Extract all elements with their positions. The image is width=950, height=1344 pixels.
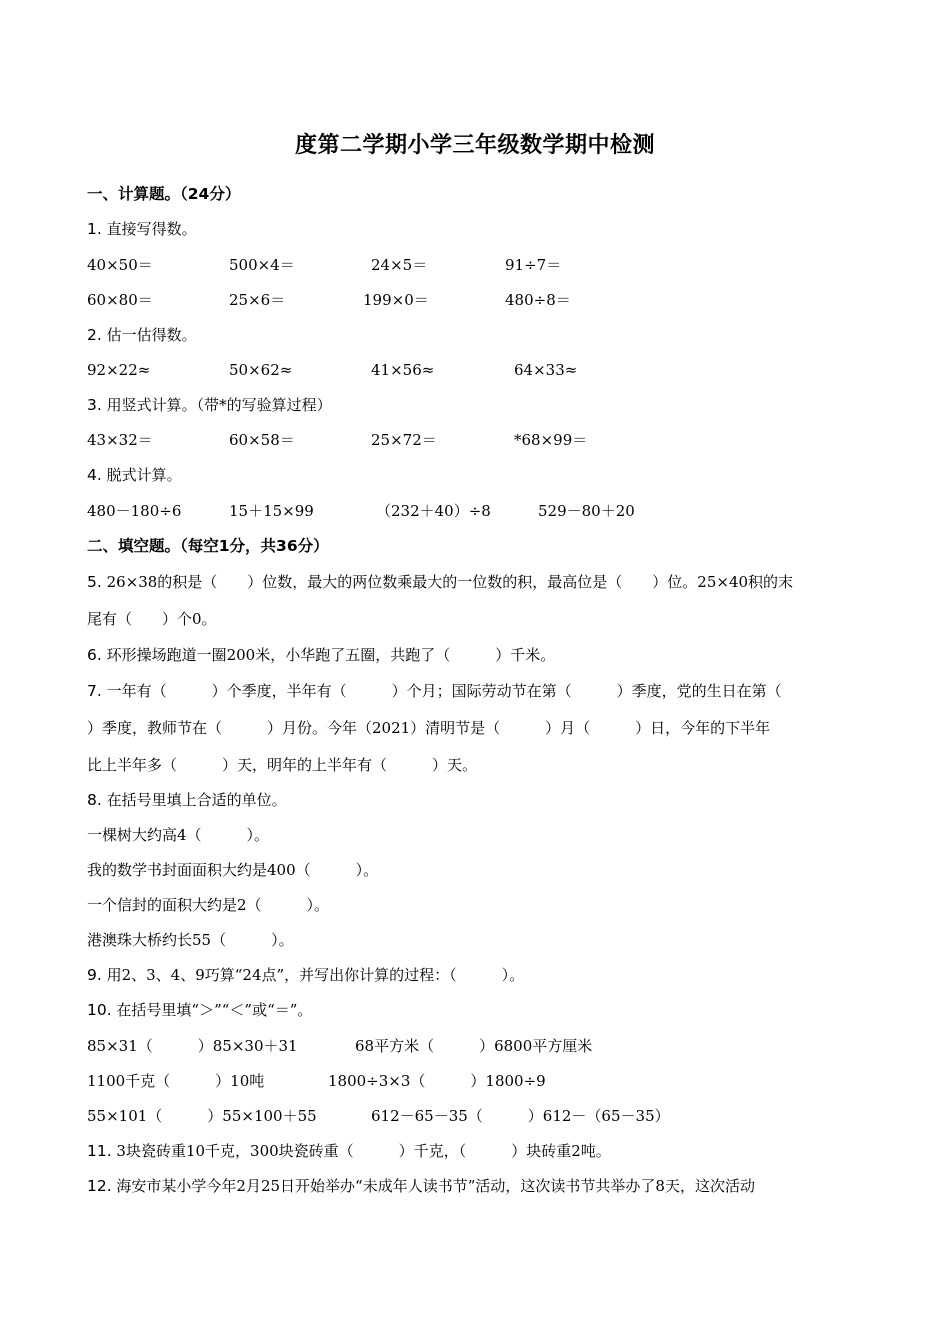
compare-item: 1800÷3×3（ ）1800÷9 (328, 1072, 546, 1090)
question-text: 脱式计算。 (101, 466, 182, 484)
problem: 480÷8＝ (505, 291, 571, 309)
problem: 64×33≈ (514, 361, 578, 379)
problem: 60×80＝ (87, 291, 153, 309)
question-7 (87, 681, 782, 701)
problem: *68×99＝ (514, 431, 588, 449)
compare-item: 55×101（ ）55×100＋55 (87, 1107, 317, 1125)
question-number: 6. (87, 646, 102, 664)
question-3 (87, 395, 332, 415)
question-text: 海安市某小学今年2月25日开始举办“未成年人读书节”活动，这次读书节共举办了8天，这次活动 (111, 1177, 755, 1195)
question-number: 10. (87, 1001, 112, 1019)
question-7-cont: 比上半年多（ ）天，明年的上半年有（ ）天。 (87, 756, 478, 774)
problem: （232＋40）÷8 (376, 502, 491, 520)
question-number: 8. (87, 791, 102, 809)
question-12 (87, 1176, 755, 1196)
question-number: 7. (87, 682, 102, 700)
question-5-cont: 尾有（ ）个0。 (87, 610, 217, 628)
problem: 529－80＋20 (538, 502, 635, 520)
question-text: 3块瓷砖重10千克，300块瓷砖重（ ）千克，（ ）块砖重2吨。 (111, 1142, 611, 1160)
problem: 92×22≈ (87, 361, 151, 379)
problem: 199×0＝ (363, 291, 429, 309)
unit-item: 港澳珠大桥约长55（ ）。 (87, 931, 294, 949)
compare-item: 1100千克（ ）10吨 (87, 1072, 265, 1090)
question-text: 估一估得数。 (101, 326, 197, 344)
page-title: 度第二学期小学三年级数学期中检测 (294, 133, 655, 158)
problem: 500×4＝ (229, 256, 295, 274)
problem: 24×5＝ (371, 256, 428, 274)
problem: 43×32＝ (87, 431, 153, 449)
question-number: 12. (87, 1177, 112, 1195)
problem: 25×6＝ (229, 291, 286, 309)
compare-item: 85×31（ ）85×30＋31 (87, 1037, 298, 1055)
question-text: 用2、3、4、9巧算“24点”，并写出你计算的过程：（ ）。 (101, 966, 525, 984)
question-number: 3. (87, 396, 102, 414)
section-heading-calculation: 一、计算题。（24分） (87, 185, 241, 203)
question-number: 1. (87, 220, 102, 238)
question-7-cont: ）季度，教师节在（ ）月份。今年（2021）清明节是（ ）月（ ）日，今年的下半年 (87, 719, 771, 737)
problem: 25×72＝ (371, 431, 437, 449)
question-text: 26×38的积是（ ）位数，最大的两位数乘最大的一位数的积，最高位是（ ）位。25×40积的末 (101, 573, 794, 591)
question-number: 11. (87, 1142, 112, 1160)
question-5 (87, 572, 793, 592)
problem: 40×50＝ (87, 256, 153, 274)
problem: 91÷7＝ (505, 256, 562, 274)
question-number: 9. (87, 966, 102, 984)
question-8 (87, 790, 287, 810)
question-6 (87, 645, 555, 665)
question-number: 5. (87, 573, 102, 591)
compare-item: 68平方米（ ）6800平方厘米 (355, 1037, 593, 1055)
question-10 (87, 1000, 312, 1020)
section-heading-fill-blank: 二、填空题。（每空1分，共36分） (87, 537, 329, 555)
question-1 (87, 219, 197, 239)
question-text: 环形操场跑道一圈200米，小华跑了五圈，共跑了（ ）千米。 (101, 646, 556, 664)
unit-item: 一棵树大约高4（ ）。 (87, 826, 270, 844)
question-text: 在括号里填上合适的单位。 (101, 791, 287, 809)
question-text: 直接写得数。 (101, 220, 197, 238)
question-text: 用竖式计算。（带*的写验算过程） (101, 396, 332, 414)
problem: 480－180÷6 (87, 502, 182, 520)
question-number: 4. (87, 466, 102, 484)
question-text: 一年有（ ）个季度，半年有（ ）个月；国际劳动节在第（ ）季度，党的生日在第（ (101, 682, 782, 700)
question-2 (87, 325, 197, 345)
problem: 15＋15×99 (229, 502, 314, 520)
question-number: 2. (87, 326, 102, 344)
question-4 (87, 465, 182, 485)
unit-item: 我的数学书封面面积大约是400（ ）。 (87, 861, 379, 879)
question-9 (87, 965, 524, 985)
problem: 60×58＝ (229, 431, 295, 449)
problem: 41×56≈ (371, 361, 435, 379)
unit-item: 一个信封的面积大约是2（ ）。 (87, 896, 330, 914)
problem: 50×62≈ (229, 361, 293, 379)
question-text: 在括号里填“＞”“＜”或“＝”。 (111, 1001, 313, 1019)
question-11 (87, 1141, 611, 1161)
compare-item: 612－65－35（ ）612－（65－35） (371, 1107, 670, 1125)
